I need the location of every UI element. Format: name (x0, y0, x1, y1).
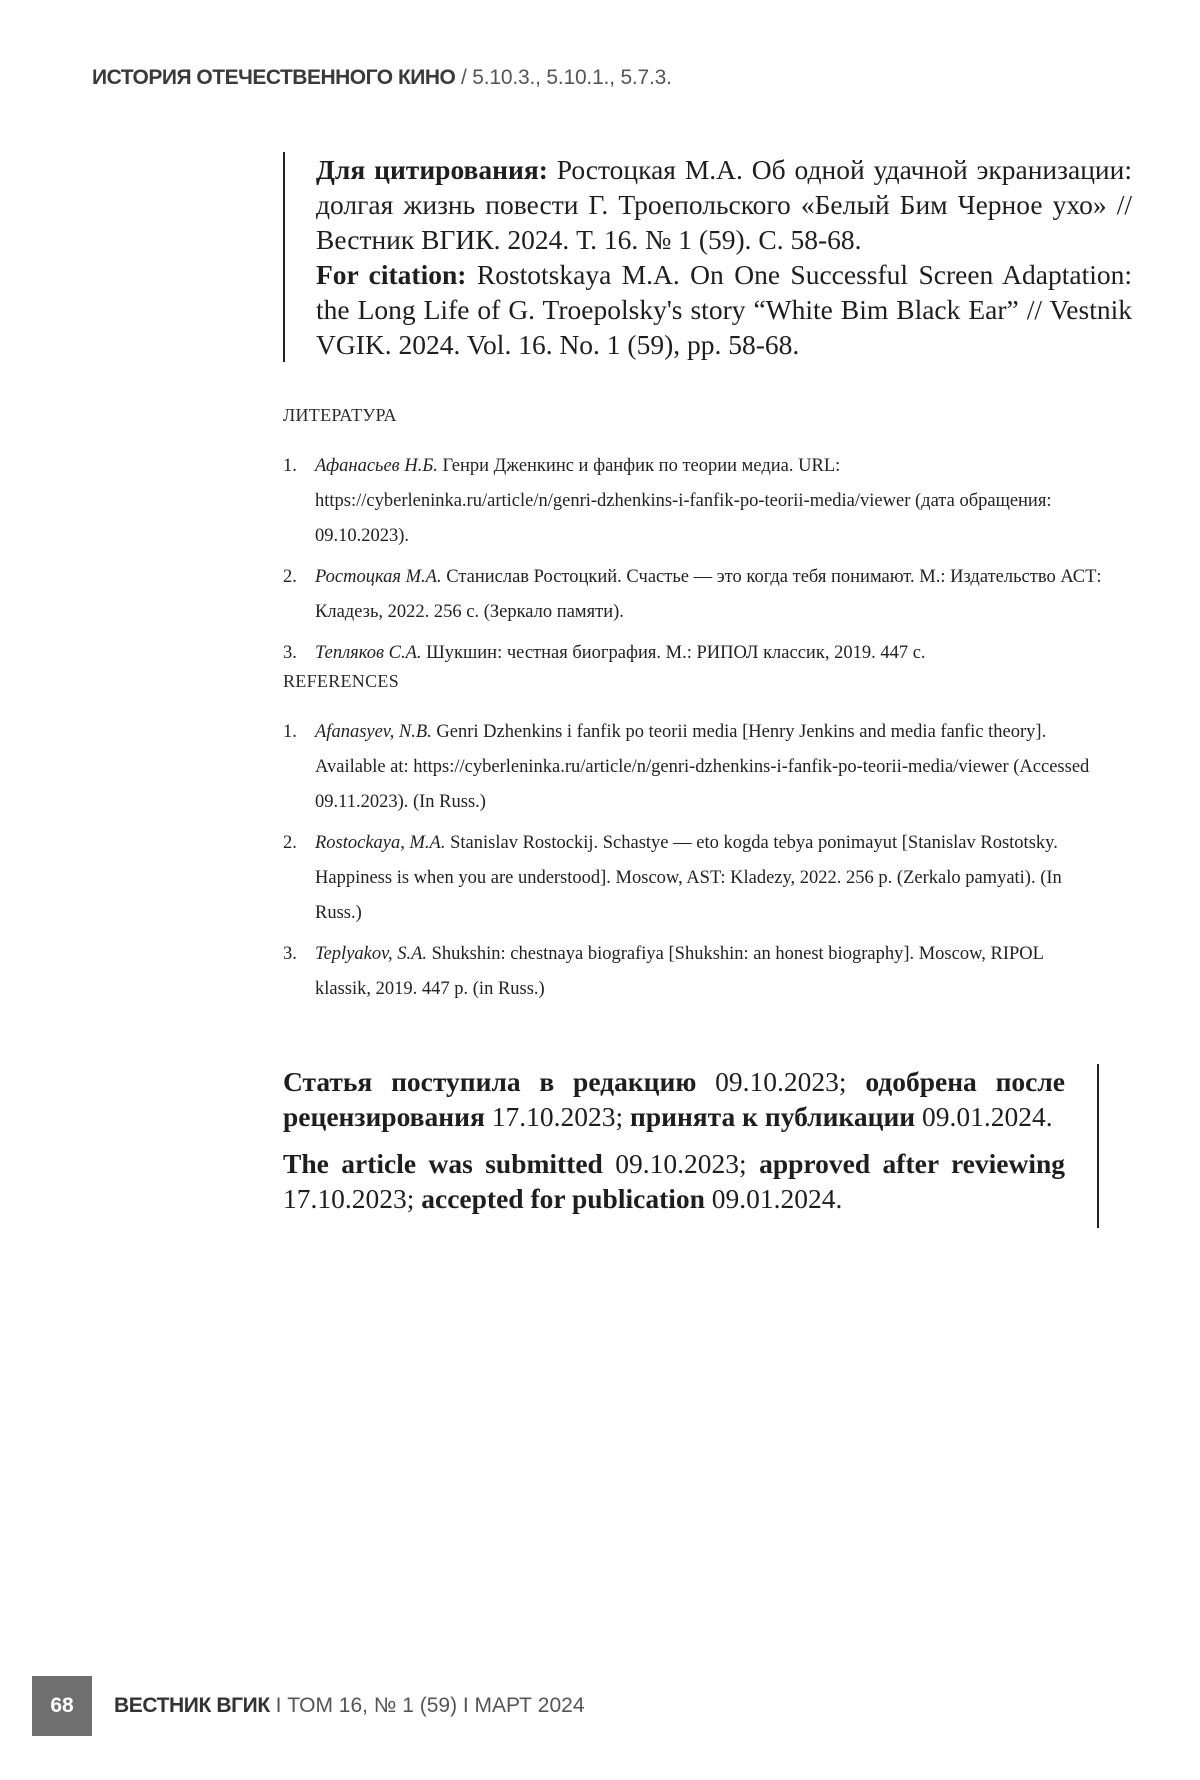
item-text: Genri Dzhenkins i fanfik po teorii media [Henry Jenkins and media fanfic theory]. Available at: https://cyberleninka.ru/article/n/genri-dzhenkins-i-fanfik-po-teorii-media/viewer (Accessed 09.11.2023). (In Russ.) (315, 722, 1089, 812)
section-codes: / 5.10.3., 5.10.1., 5.7.3. (461, 66, 672, 89)
accepted-label-ru: принята к публикации (630, 1101, 915, 1132)
list-item (283, 937, 1103, 1007)
approved-label-ru: одобрена после рецензирования (283, 1066, 1065, 1132)
item-number: 2. (283, 560, 297, 595)
page-number: 68 (32, 1676, 92, 1736)
dates-ru (283, 1064, 1065, 1134)
item-number: 3. (283, 937, 297, 972)
list-item (283, 715, 1103, 820)
citation-en (316, 257, 1132, 362)
article-dates (283, 1064, 1099, 1228)
item-author: Ростоцкая М.А. (315, 567, 442, 587)
citation-box (283, 152, 1132, 362)
issue-info: I ТОМ 16, № 1 (59) I МАРТ 2024 (276, 1694, 585, 1717)
item-text: Шукшин: честная биография. М.: РИПОЛ классик, 2019. 447 с. (426, 643, 925, 663)
item-number: 1. (283, 715, 297, 750)
item-number: 3. (283, 636, 297, 671)
item-text: Shukshin: chestnaya biografiya [Shukshin: an honest biography]. Moscow, RIPOL klassik, 2019. 447 p. (in Russ.) (315, 944, 1043, 999)
item-author: Teplyakov, S.A. (315, 944, 427, 964)
item-author: Афанасьев Н.Б. (315, 456, 438, 476)
submitted-date-en: 09.10.2023; (615, 1148, 746, 1179)
item-text: Станислав Ростоцкий. Счастье — это когда тебя понимают. М.: Издательство АСТ: Кладезь, 2022. 256 с. (Зеркало памяти). (315, 567, 1102, 622)
citation-ru (316, 152, 1132, 257)
list-item (283, 636, 1103, 671)
item-text: Stanislav Rostockij. Schastye — eto kogda tebya ponimayut [Stanislav Rostotsky. Happiness is when you are understood]. Moscow, AST: Kladezy, 2022. 256 p. (Zerkalo pamyati). (In Russ.) (315, 833, 1062, 923)
submitted-label-ru: Статья поступила в редакцию (283, 1066, 696, 1097)
journal-name: ВЕСТНИК ВГИК (114, 1694, 270, 1717)
submitted-label-en: The article was submitted (283, 1148, 603, 1179)
citation-ru-text: Ростоцкая М.А. Об одной удачной экранизации: долгая жизнь повести Г. Троепольского «Белый Бим Черное ухо» // Вестник ВГИК. 2024. Т. 16. № 1 (59). С. 58-68. (316, 154, 1132, 255)
literature-list (283, 449, 1103, 677)
running-head (92, 66, 672, 90)
list-item (283, 826, 1103, 931)
accepted-date-ru: 09.01.2024. (922, 1101, 1053, 1132)
section-title: ИСТОРИЯ ОТЕЧЕСТВЕННОГО КИНО (92, 66, 455, 89)
references-heading: REFERENCES (283, 671, 399, 692)
references-list (283, 715, 1103, 1013)
citation-ru-label: Для цитирования: (316, 154, 548, 185)
approved-date-ru: 17.10.2023; (492, 1101, 623, 1132)
journal-line (114, 1694, 585, 1718)
approved-date-en: 17.10.2023; (283, 1183, 414, 1214)
citation-en-label: For citation: (316, 259, 466, 290)
item-author: Rostockaya, M.A. (315, 833, 446, 853)
list-item (283, 560, 1103, 630)
list-item (283, 449, 1103, 554)
item-number: 2. (283, 826, 297, 861)
approved-label-en: approved after reviewing (759, 1148, 1065, 1179)
accepted-label-en: accepted for publication (421, 1183, 705, 1214)
item-author: Тепляков С.А. (315, 643, 422, 663)
citation-en-text: Rostotskaya M.A. On One Successful Screen Adaptation: the Long Life of G. Troepolsky's story “White Bim Black Ear” // Vestnik VGIK. 2024. Vol. 16. No. 1 (59), pp. 58-68. (316, 259, 1132, 360)
item-number: 1. (283, 449, 297, 484)
item-author: Afanasyev, N.B. (315, 722, 432, 742)
item-text: Генри Дженкинс и фанфик по теории медиа. URL: https://cyberleninka.ru/article/n/genri-dzhenkins-i-fanfik-po-teorii-media/viewer (дата обращения: 09.10.2023). (315, 456, 1051, 546)
accepted-date-en: 09.01.2024. (712, 1183, 843, 1214)
dates-en (283, 1146, 1065, 1216)
page-footer (32, 1676, 585, 1736)
literature-heading: ЛИТЕРАТУРА (283, 405, 397, 426)
submitted-date-ru: 09.10.2023; (715, 1066, 846, 1097)
